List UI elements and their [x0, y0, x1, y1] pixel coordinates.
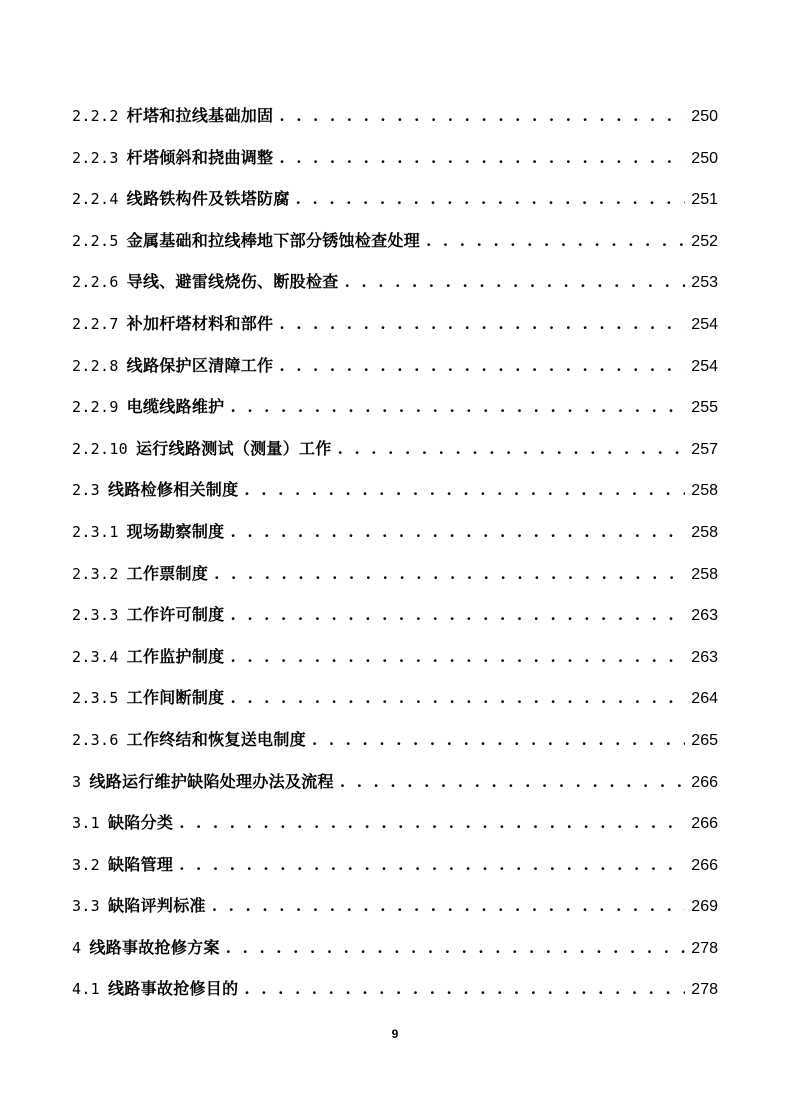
toc-entry-title: [72, 478, 238, 502]
toc-entry-number: 3.3: [72, 897, 100, 916]
dot-leader: [338, 437, 686, 461]
toc-entry-number: 2.2.4: [72, 190, 119, 209]
toc-entry-page: 253: [691, 274, 718, 292]
toc-entry-text: 线路运行维护缺陷处理办法及流程: [89, 771, 334, 791]
toc-entry-text: 线路检修相关制度: [108, 480, 239, 500]
toc-entry-number: 2.2.6: [72, 273, 119, 292]
toc-entry-page: 258: [691, 482, 718, 500]
toc-entry-page: 263: [691, 648, 718, 666]
toc-entry-number: 2.2.7: [72, 314, 119, 333]
toc-entry-number: 2.3.4: [72, 647, 119, 666]
dot-leader: [312, 728, 685, 752]
toc-entry-title: [72, 936, 220, 960]
toc-entry-title: [72, 562, 208, 586]
dot-leader: [279, 104, 685, 128]
dot-leader: [179, 811, 685, 835]
toc-entry[interactable]: [72, 395, 718, 437]
dot-leader: [230, 395, 685, 419]
toc-entry-title: [72, 187, 290, 211]
toc-entry[interactable]: [72, 104, 718, 146]
toc-entry-number: 2.2.3: [72, 148, 119, 167]
toc-entry-title: [72, 728, 306, 752]
dot-leader: [426, 229, 685, 253]
toc-entry-number: 2.3.1: [72, 522, 119, 541]
toc-entry[interactable]: [72, 478, 718, 520]
toc-entry-number: 4: [72, 938, 82, 957]
toc-entry-title: [72, 603, 224, 627]
toc-entry[interactable]: [72, 270, 718, 312]
dot-leader: [226, 936, 686, 960]
toc-entry-title: [72, 770, 334, 794]
toc-entry-text: 工作许可制度: [126, 605, 225, 625]
toc-entry-page: 258: [691, 523, 718, 541]
toc-entry-title: [72, 146, 273, 170]
dot-leader: [212, 894, 685, 918]
toc-entry-number: 2.2.9: [72, 398, 119, 417]
toc-entry[interactable]: [72, 146, 718, 188]
toc-entry-page: 265: [691, 731, 718, 749]
toc-entry[interactable]: [72, 187, 718, 229]
toc-entry-page: 255: [691, 399, 718, 417]
toc-entry-number: 2.2.10: [72, 439, 128, 458]
toc-entry-title: [72, 686, 224, 710]
toc-entry-number: 2.3.3: [72, 606, 119, 625]
dot-leader: [340, 770, 685, 794]
toc-entry-number: 2.3.2: [72, 564, 119, 583]
toc-entry-text: 工作间断制度: [126, 688, 225, 708]
toc-entry-text: 杆塔和拉线基础加固: [126, 106, 274, 125]
toc-entry-text: 线路事故抢修目的: [108, 979, 239, 999]
toc-entry-text: 补加杆塔材料和部件: [126, 313, 274, 333]
toc-entry-page: 250: [691, 149, 718, 167]
toc-entry[interactable]: [72, 645, 718, 687]
toc-entry[interactable]: [72, 520, 718, 562]
toc-entry-number: 2.3: [72, 481, 100, 500]
toc-entry-text: 线路保护区清障工作: [126, 355, 274, 375]
toc-entry-text: 杆塔倾斜和挠曲调整: [126, 147, 274, 167]
toc-entry-text: 工作票制度: [126, 563, 209, 583]
toc-entry[interactable]: [72, 811, 718, 853]
toc-entry-text: 电缆线路维护: [126, 397, 225, 417]
toc-entry-text: 缺陷评判标准: [108, 896, 206, 916]
toc-entry-page: 252: [691, 232, 718, 250]
toc-entry-title: [72, 270, 339, 294]
dot-leader: [244, 478, 685, 502]
toc-entry-title: [72, 977, 238, 1001]
toc-entry-page: 264: [691, 690, 718, 708]
dot-leader: [230, 686, 685, 710]
toc-entry-page: 254: [691, 357, 718, 375]
toc-entry-text: 线路事故抢修方案: [89, 937, 220, 957]
toc-entry-text: 运行线路测试（测量）工作: [136, 438, 332, 458]
toc-entry-title: [72, 520, 224, 544]
table-of-contents: [72, 104, 718, 1019]
toc-entry-title: [72, 894, 206, 918]
toc-entry-text: 现场勘察制度: [126, 521, 225, 541]
toc-entry-number: 2.2.2: [72, 107, 119, 125]
toc-entry-title: [72, 645, 224, 669]
toc-entry-number: 3.1: [72, 814, 100, 833]
toc-entry-text: 工作终结和恢复送电制度: [126, 729, 306, 749]
toc-entry-text: 线路铁构件及铁塔防腐: [126, 189, 290, 209]
toc-entry-number: 2.3.5: [72, 689, 119, 708]
toc-entry[interactable]: [72, 977, 718, 1019]
toc-entry-page: 258: [691, 565, 718, 583]
toc-entry-text: 金属基础和拉线棒地下部分锈蚀检查处理: [126, 230, 421, 250]
toc-entry[interactable]: [72, 728, 718, 770]
toc-entry-title: [72, 354, 273, 378]
toc-entry-text: 导线、避雷线烧伤、断股检查: [126, 272, 339, 292]
toc-entry-page: 254: [691, 315, 718, 333]
toc-entry[interactable]: [72, 354, 718, 396]
toc-entry[interactable]: [72, 894, 718, 936]
toc-entry-title: [72, 853, 173, 877]
toc-entry-page: 251: [691, 191, 718, 209]
toc-entry-page: 263: [691, 607, 718, 625]
dot-leader: [230, 603, 685, 627]
toc-entry[interactable]: [72, 770, 718, 812]
toc-entry-title: [72, 811, 173, 835]
dot-leader: [279, 146, 685, 170]
dot-leader: [214, 562, 685, 586]
toc-entry-page: 266: [691, 815, 718, 833]
toc-entry-title: [72, 104, 273, 128]
toc-entry-page: 250: [691, 108, 718, 125]
toc-entry-number: 2.2.8: [72, 356, 119, 375]
toc-entry-number: 3: [72, 772, 82, 791]
toc-entry[interactable]: [72, 562, 718, 604]
toc-entry[interactable]: [72, 936, 718, 978]
dot-leader: [345, 270, 686, 294]
toc-entry-page: 266: [691, 773, 718, 791]
toc-entry-number: 4.1: [72, 980, 100, 999]
toc-entry-text: 缺陷分类: [108, 813, 174, 833]
dot-leader: [244, 977, 685, 1001]
toc-entry-page: 257: [691, 440, 718, 458]
dot-leader: [179, 853, 685, 877]
toc-entry-page: 278: [691, 981, 718, 999]
toc-entry-page: 269: [691, 898, 718, 916]
toc-entry[interactable]: [72, 229, 718, 271]
toc-entry-number: 2.2.5: [72, 231, 119, 250]
toc-entry[interactable]: [72, 437, 718, 479]
toc-entry[interactable]: [72, 686, 718, 728]
dot-leader: [230, 520, 685, 544]
dot-leader: [279, 312, 685, 336]
dot-leader: [296, 187, 686, 211]
toc-entry-title: [72, 229, 420, 253]
toc-entry-title: [72, 395, 224, 419]
toc-entry[interactable]: [72, 312, 718, 354]
toc-entry-text: 工作监护制度: [126, 646, 225, 666]
toc-entry-number: 3.2: [72, 855, 100, 874]
toc-entry-page: 278: [691, 939, 718, 957]
toc-entry-title: [72, 312, 273, 336]
toc-entry[interactable]: [72, 853, 718, 895]
toc-entry-number: 2.3.6: [72, 730, 119, 749]
dot-leader: [279, 354, 685, 378]
toc-entry[interactable]: [72, 603, 718, 645]
toc-entry-page: 266: [691, 856, 718, 874]
toc-entry-text: 缺陷管理: [108, 854, 174, 874]
dot-leader: [230, 645, 685, 669]
page-number: 9: [391, 1027, 399, 1041]
toc-entry-title: [72, 437, 332, 461]
